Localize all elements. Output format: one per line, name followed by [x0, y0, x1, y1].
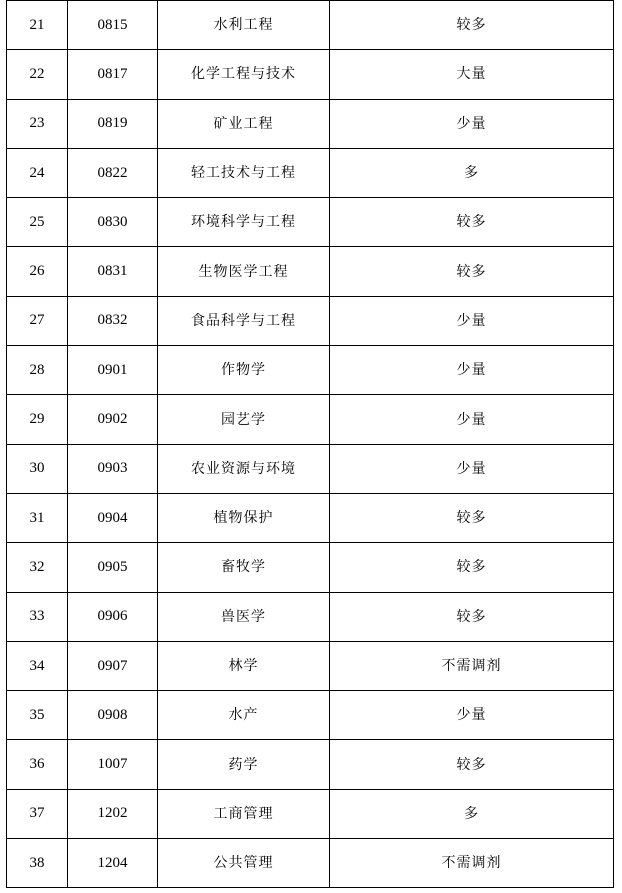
demand-level: 少量 [330, 346, 614, 395]
row-index: 37 [7, 789, 68, 838]
row-index: 27 [7, 296, 68, 345]
discipline-name: 水利工程 [158, 1, 330, 50]
table-row [7, 740, 614, 789]
demand-level: 少量 [330, 444, 614, 493]
discipline-name: 化学工程与技术 [158, 50, 330, 99]
demand-level: 大量 [330, 50, 614, 99]
table-row [7, 1, 614, 50]
row-index: 32 [7, 543, 68, 592]
table-row [7, 444, 614, 493]
discipline-code: 0903 [68, 444, 158, 493]
discipline-code: 0907 [68, 641, 158, 690]
discipline-name: 药学 [158, 740, 330, 789]
row-index: 38 [7, 839, 68, 888]
discipline-code: 0901 [68, 346, 158, 395]
table-row [7, 50, 614, 99]
row-index: 28 [7, 346, 68, 395]
discipline-code: 0832 [68, 296, 158, 345]
discipline-code: 0902 [68, 395, 158, 444]
row-index: 21 [7, 1, 68, 50]
row-index: 31 [7, 493, 68, 542]
table-row [7, 148, 614, 197]
table-row [7, 543, 614, 592]
row-index: 33 [7, 592, 68, 641]
discipline-table [6, 0, 614, 888]
discipline-name: 生物医学工程 [158, 247, 330, 296]
row-index: 24 [7, 148, 68, 197]
table-row [7, 346, 614, 395]
demand-level: 少量 [330, 99, 614, 148]
demand-level: 较多 [330, 740, 614, 789]
discipline-name: 畜牧学 [158, 543, 330, 592]
discipline-name: 矿业工程 [158, 99, 330, 148]
discipline-name: 园艺学 [158, 395, 330, 444]
discipline-code: 0822 [68, 148, 158, 197]
demand-level: 少量 [330, 395, 614, 444]
discipline-name: 食品科学与工程 [158, 296, 330, 345]
demand-level: 较多 [330, 543, 614, 592]
discipline-code: 0817 [68, 50, 158, 99]
discipline-code: 1007 [68, 740, 158, 789]
table-row [7, 493, 614, 542]
discipline-name: 植物保护 [158, 493, 330, 542]
row-index: 35 [7, 691, 68, 740]
demand-level: 较多 [330, 1, 614, 50]
demand-level: 较多 [330, 493, 614, 542]
discipline-code: 0905 [68, 543, 158, 592]
discipline-code: 0830 [68, 198, 158, 247]
demand-level: 多 [330, 148, 614, 197]
row-index: 36 [7, 740, 68, 789]
demand-level: 较多 [330, 592, 614, 641]
row-index: 25 [7, 198, 68, 247]
demand-level: 不需调剂 [330, 641, 614, 690]
demand-level: 少量 [330, 691, 614, 740]
discipline-name: 林学 [158, 641, 330, 690]
demand-level: 多 [330, 789, 614, 838]
discipline-code: 0908 [68, 691, 158, 740]
discipline-name: 工商管理 [158, 789, 330, 838]
row-index: 23 [7, 99, 68, 148]
row-index: 34 [7, 641, 68, 690]
table-row [7, 296, 614, 345]
discipline-code: 0819 [68, 99, 158, 148]
table-row [7, 839, 614, 888]
table-row [7, 247, 614, 296]
discipline-code: 1204 [68, 839, 158, 888]
discipline-name: 农业资源与环境 [158, 444, 330, 493]
table-row [7, 641, 614, 690]
table-row [7, 592, 614, 641]
discipline-name: 作物学 [158, 346, 330, 395]
discipline-name: 环境科学与工程 [158, 198, 330, 247]
row-index: 29 [7, 395, 68, 444]
row-index: 22 [7, 50, 68, 99]
discipline-name: 公共管理 [158, 839, 330, 888]
discipline-code: 1202 [68, 789, 158, 838]
discipline-code: 0815 [68, 1, 158, 50]
discipline-name: 兽医学 [158, 592, 330, 641]
demand-level: 不需调剂 [330, 839, 614, 888]
table-body [7, 1, 614, 888]
demand-level: 少量 [330, 296, 614, 345]
table-row [7, 198, 614, 247]
discipline-name: 轻工技术与工程 [158, 148, 330, 197]
table-row [7, 691, 614, 740]
row-index: 26 [7, 247, 68, 296]
table-row [7, 395, 614, 444]
discipline-table-container [6, 0, 614, 888]
table-row [7, 789, 614, 838]
demand-level: 较多 [330, 198, 614, 247]
demand-level: 较多 [330, 247, 614, 296]
discipline-name: 水产 [158, 691, 330, 740]
discipline-code: 0906 [68, 592, 158, 641]
discipline-code: 0904 [68, 493, 158, 542]
table-row [7, 99, 614, 148]
discipline-code: 0831 [68, 247, 158, 296]
row-index: 30 [7, 444, 68, 493]
